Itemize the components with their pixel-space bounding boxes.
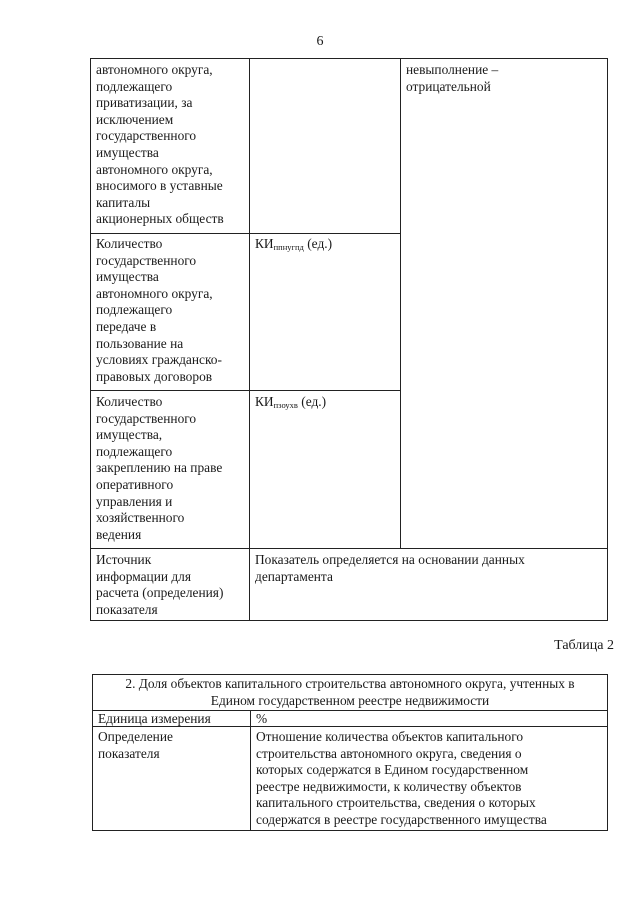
table2-border-right	[607, 674, 608, 831]
table2-border-top	[92, 674, 608, 675]
table2-unit-value: %	[256, 711, 268, 726]
table1-border-left	[90, 58, 91, 621]
table1-border-top	[90, 58, 608, 59]
table1-row4-col2-text: Показатель определяется на основании данных департамента	[255, 552, 525, 584]
table1-row3-divider	[90, 548, 608, 549]
table2-label: Таблица 2	[554, 638, 614, 653]
table1-row3-formula: $КИ_{пзоухв}$ (ед.)	[255, 394, 327, 410]
table1-row2-col1-text: Количество государственного имущества автономного округа, подлежащего передаче в пользование на условиях гражданско- правовых договоров	[96, 236, 222, 384]
table2-col-divider	[250, 710, 251, 831]
table2-def-value: Отношение количества объектов капитального строительства автономного округа, сведения о которых содержатся в Едином государственном реестре недвижимости, к количеству объектов капитального строительства, сведения о которых содержатся в реестре государственного имущества	[256, 729, 547, 827]
table1-row1-col1-text: автономного округа, подлежащего приватизации, за исключением государственного имущества автономного округа, вносимого в уставные капиталы акционерных обществ	[96, 62, 224, 227]
table1-row4-col1-text: Источник информации для расчета (определения) показателя	[96, 552, 224, 617]
table1-row3-col1-text: Количество государственного имущества, подлежащего закреплению на праве оперативного управления и хозяйственного ведения	[96, 394, 223, 542]
table2-header-text: 2. Доля объектов капитального строительства автономного округа, учтенных в Едином государственном реестре недвижимости	[125, 676, 575, 708]
table2-def-label: Определение показателя	[98, 729, 173, 761]
table2-border-bottom	[92, 830, 608, 831]
table1-col1-divider	[249, 58, 250, 621]
table1-row2-divider	[90, 390, 401, 391]
table1-row2-formula: $КИ_{ппнугпд}$ (ед.)	[255, 236, 333, 252]
page-number: 6	[316, 34, 324, 49]
table1-col2-divider	[400, 58, 401, 549]
table1-row1-divider	[90, 233, 401, 234]
table1-border-bottom	[90, 620, 608, 621]
table2-unit-label: Единица измерения	[98, 711, 211, 726]
table1-border-right	[607, 58, 608, 621]
table1-row1-col3-text: невыполнение – отрицательной	[406, 62, 499, 94]
